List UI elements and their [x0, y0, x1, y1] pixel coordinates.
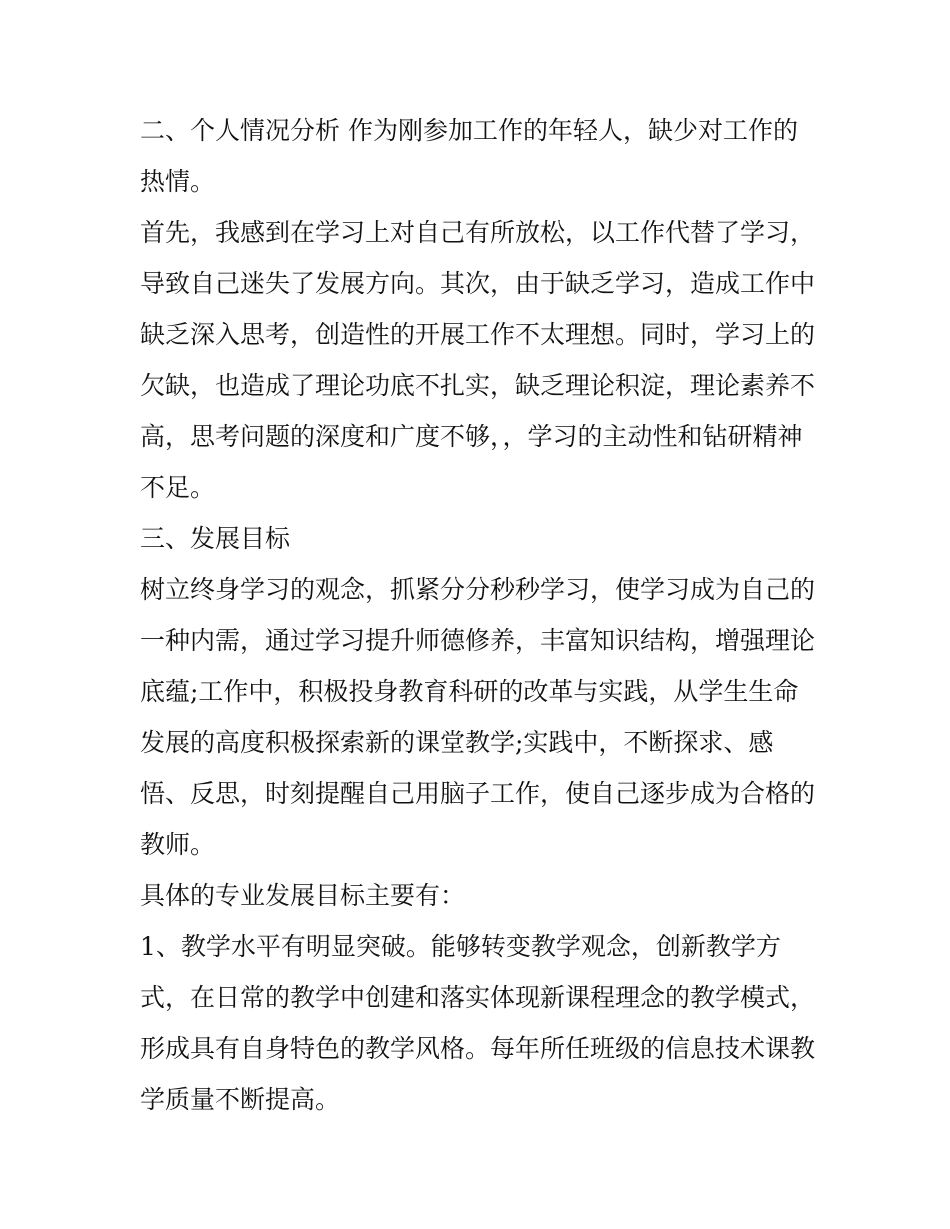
document-body	[140, 105, 830, 1125]
text-line: 式，在日常的教学中创建和落实体现新课程理念的教学模式，	[140, 983, 816, 1012]
text-line: 悟、反思，时刻提醒自己用脑子工作，使自己逐步成为合格的	[140, 779, 816, 808]
text-line: 形成具有自身特色的教学风格。每年所任班级的信息技术课教	[140, 1034, 816, 1063]
list-item-text: 1、教学水平有明显突破。能够转变教学观念，创新教学方	[140, 932, 781, 961]
text-line: 首先，我感到在学习上对自己有所放松，以工作代替了学习，	[140, 218, 816, 247]
subheading-specific-goals: 具体的专业发展目标主要有：	[140, 881, 466, 910]
text-line: 底蕴;工作中，积极投身教育科研的改革与实践，从学生生命	[140, 677, 799, 706]
text-line: 教师。	[140, 830, 216, 859]
section-heading-personal-analysis: 二、个人情况分析 作为刚参加工作的年轻人，缺少对工作的	[140, 116, 798, 145]
text-line: 不足。	[140, 473, 216, 502]
text-line: 导致自己迷失了发展方向。其次，由于缺乏学习，造成工作中	[140, 269, 816, 298]
text-line: 热情。	[140, 167, 216, 196]
text-line: 学质量不断提高。	[140, 1085, 341, 1114]
text-line: 一种内需，通过学习提升师德修养，丰富知识结构，增强理论	[140, 626, 816, 655]
text-line: 发展的高度积极探索新的课堂教学;实践中，不断探求、感	[140, 728, 774, 757]
text-line: 高，思考问题的深度和广度不够，，学习的主动性和钻研精神	[140, 422, 803, 451]
text-line: 欠缺，也造成了理论功底不扎实，缺乏理论积淀，理论素养不	[140, 371, 816, 400]
text-line: 树立终身学习的观念，抓紧分分秒秒学习，使学习成为自己的	[140, 575, 816, 604]
section-heading-development-goals: 三、发展目标	[140, 524, 291, 553]
text-line: 缺乏深入思考，创造性的开展工作不太理想。同时，学习上的	[140, 320, 816, 349]
